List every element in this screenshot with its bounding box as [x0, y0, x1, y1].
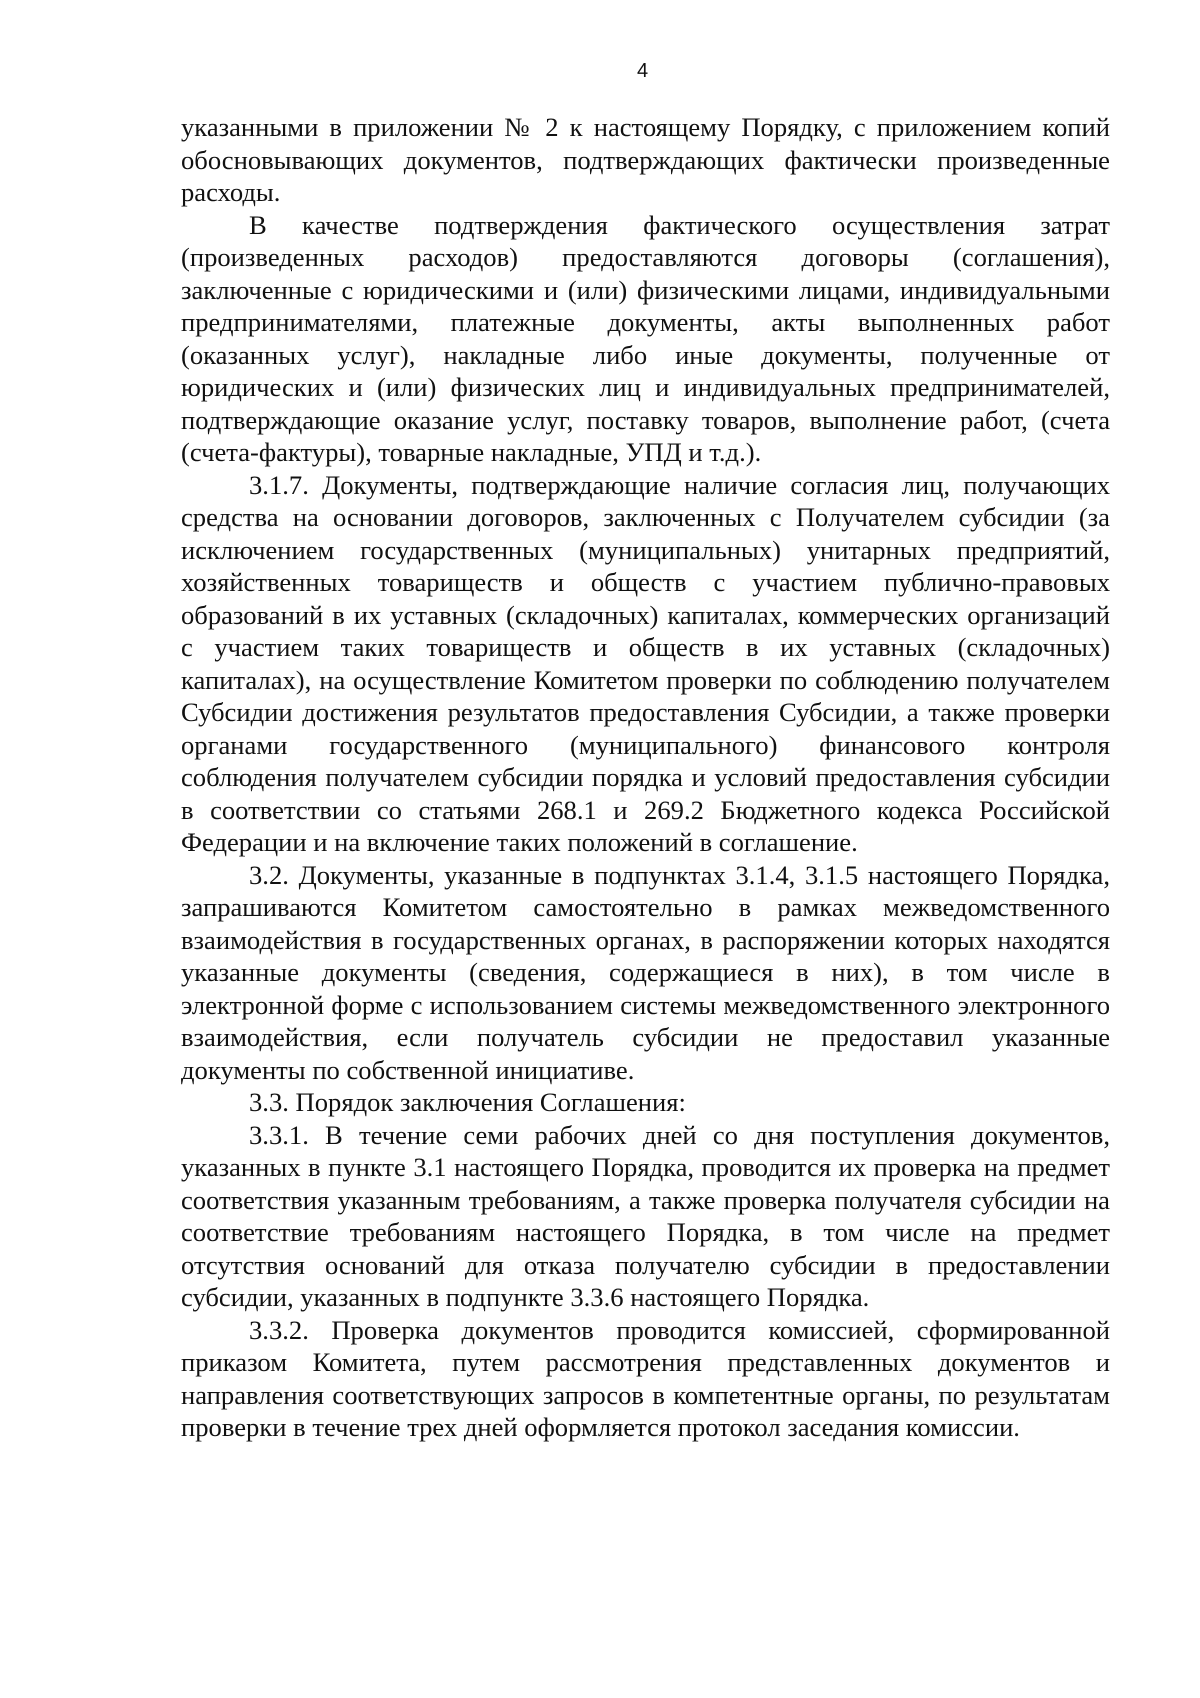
paragraph-confirmation-documents: В качестве подтверждения фактического осуществления затрат (произведенных расходов) предоставляются договоры (соглашения), заключенные с юридическими и (или) физическими лицами, индивидуальными предпринимателями, платежные документы, акты выполненных работ (оказанных услуг), накладные либо иные документы, полученные от юридических и (или) физических лиц и индивидуальных предпринимателей, подтверждающие оказание услуг, поставку товаров, выполнение работ, (счета (счета-фактуры), товарные накладные, УПД и т.д.). — [181, 209, 1110, 467]
paragraph-3-2: 3.2. Документы, указанные в подпунктах 3.1.4, 3.1.5 настоящего Порядка, запрашиваются Комитетом самостоятельно в рамках межведомственного взаимодействия в государственных органах, в распоряжении которых находятся указанные документы (сведения, содержащиеся в них), в том числе в электронной форме с использованием системы межведомственного электронного взаимодействия, если получатель субсидии не предоставил указанные документы по собственной инициативе. — [181, 859, 1110, 1085]
paragraph-continuation: указанными в приложении № 2 к настоящему Порядку, с приложением копий обосновывающих документов, подтверждающих фактически произведенные расходы. — [181, 112, 1110, 207]
document-body — [181, 111, 1110, 1444]
paragraph-3-3-2: 3.3.2. Проверка документов проводится комиссией, сформированной приказом Комитета, путем рассмотрения представленных документов и направления соответствующих запросов в компетентные органы, по результатам проверки в течение трех дней оформляется протокол заседания комиссии. — [181, 1314, 1110, 1442]
paragraph-3-3: 3.3. Порядок заключения Соглашения: — [249, 1087, 686, 1117]
paragraph-3-1-7: 3.1.7. Документы, подтверждающие наличие согласия лиц, получающих средства на основании договоров, заключенных с Получателем субсидии (за исключением государственных (муниципальных) унитарных предприятий, хозяйственных товариществ и обществ с участием публично-правовых образований в их уставных (складочных) капиталах, коммерческих организаций с участием таких товариществ и обществ в их уставных (складочных) капиталах), на осуществление Комитетом проверки по соблюдению получателем Субсидии достижения результатов предоставления Субсидии, а также проверки органами государственного (муниципального) финансового контроля соблюдения получателем субсидии порядка и условий предоставления субсидии в соответствии со статьями 268.1 и 269.2 Бюджетного кодекса Российской Федерации и на включение таких положений в соглашение. — [181, 469, 1110, 857]
page-number: 4 — [636, 60, 649, 82]
paragraph-3-3-1: 3.3.1. В течение семи рабочих дней со дня поступления документов, указанных в пункте 3.1 настоящего Порядка, проводится их проверка на предмет соответствия указанным требованиям, а также проверка получателя субсидии на соответствие требованиям настоящего Порядка, в том числе на предмет отсутствия оснований для отказа получателю субсидии в предоставлении субсидии, указанных в подпункте 3.3.6 настоящего Порядка. — [181, 1119, 1110, 1312]
